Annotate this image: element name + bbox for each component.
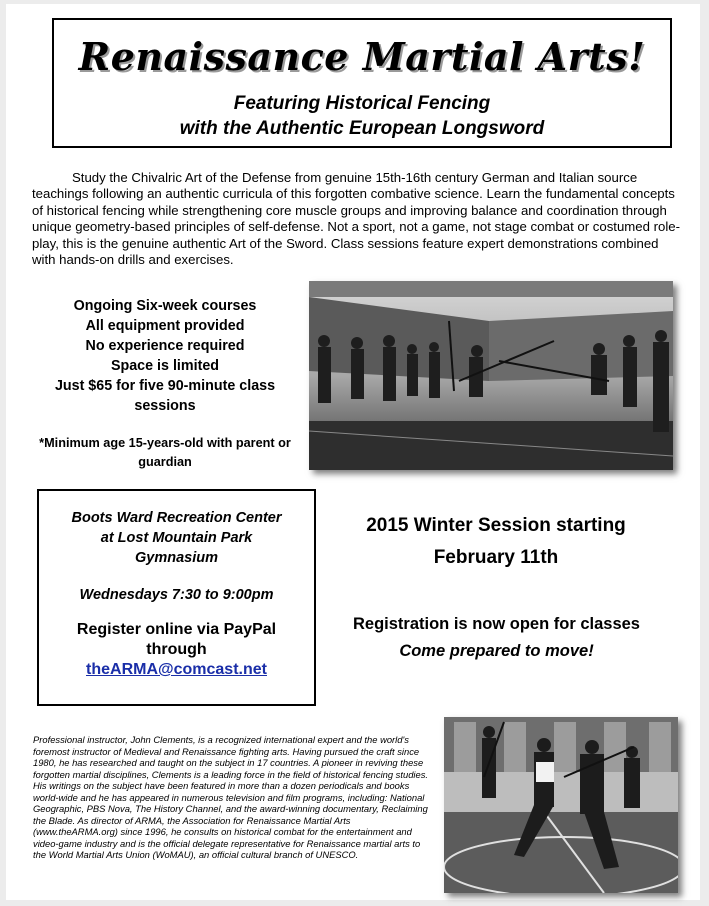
subtitle-line-2: with the Authentic European Longsword bbox=[179, 118, 545, 139]
register-line-2: through bbox=[146, 641, 207, 658]
feature-item: All equipment provided bbox=[85, 318, 245, 334]
features-list bbox=[34, 296, 296, 416]
venue-line-2: at Lost Mountain Park bbox=[100, 530, 253, 546]
email-link[interactable]: theARMA@comcast.net bbox=[86, 661, 267, 678]
session-line-1: 2015 Winter Session starting bbox=[366, 515, 626, 536]
registration-info bbox=[324, 611, 669, 665]
venue-line-3: Gymnasium bbox=[135, 550, 218, 566]
flyer-page bbox=[6, 4, 700, 900]
register-info bbox=[39, 620, 314, 680]
venue-name bbox=[39, 508, 314, 568]
registration-line-1: Registration is now open for classes bbox=[353, 615, 640, 633]
venue-box bbox=[37, 489, 316, 706]
instructor-photo bbox=[444, 717, 678, 893]
subtitle-line-1: Featuring Historical Fencing bbox=[233, 93, 491, 114]
feature-item: Space is limited bbox=[110, 358, 220, 374]
register-line-1: Register online via PayPal bbox=[76, 621, 277, 638]
session-line-2: February 11th bbox=[433, 547, 559, 568]
feature-item: Ongoing Six-week courses bbox=[73, 298, 257, 314]
session-info bbox=[336, 510, 656, 574]
feature-item: Just $65 for five 90-minute class sessions bbox=[54, 378, 276, 414]
flyer-title: Renaissance Martial Arts! bbox=[78, 34, 646, 79]
registration-line-2: Come prepared to move! bbox=[399, 642, 594, 660]
age-note: *Minimum age 15-years-old with parent or guardian bbox=[39, 436, 291, 469]
title-box bbox=[52, 18, 672, 148]
flyer-subtitle bbox=[54, 91, 670, 141]
class-photo bbox=[309, 281, 673, 470]
instructor-bio: Professional instructor, John Clements, is a recognized international expert and the world's foremost instructor of Medieval and Renaissance fighting arts. Having pursued the craft since 1980, he has researched and taught on the subject in 17 countries. A pioneer in reviving these forgotten martial disciplines, Clements is a leading force in the field of historical fencing studies. His writings on the subject have been featured in more than a dozen periodicals and books world-wide and he has appeared in numerous television and film programs, including: National Geographic, PBS Nova, The History Channel, and the award-winning documentary, Reclaiming the Blade. As director of ARMA, the Association for Renaissance Martial Arts (www.theARMA.org) since 1996, he consults on historical combat for the entertainment and video-game industry and is the official delegate representative for Renaissance martial arts to the World Martial Arts Union (WoMAU), an official cultural branch of UNESCO. bbox=[33, 734, 428, 860]
intro-paragraph: Study the Chivalric Art of the Defense from genuine 15th-16th century German and Italian source teachings following an authentic curricula of this forgotten combative science. Learn the fundamental concepts of historical fencing while strengthening core muscle groups and improving balance and coordination through unique geometry-based principles of self-defense. Not a sport, not a game, not stage combat or costumed role-play, this is the genuine authentic Art of the Sword. Class sessions feature expert demonstrations combined with hands-on drills and exercises. bbox=[32, 170, 681, 268]
feature-item: No experience required bbox=[85, 338, 245, 354]
venue-line-1: Boots Ward Recreation Center bbox=[71, 510, 282, 526]
class-time: Wednesdays 7:30 to 9:00pm bbox=[79, 587, 274, 603]
